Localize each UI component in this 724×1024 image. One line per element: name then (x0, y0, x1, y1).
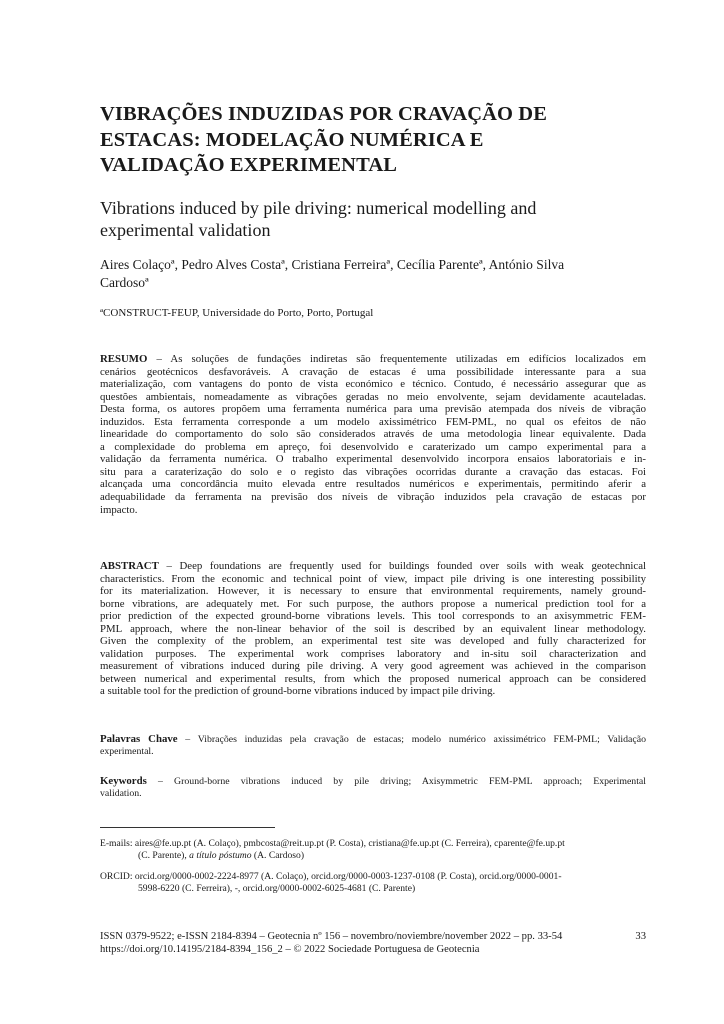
orcid-line-1: ORCID: orcid.org/0000-0002-2224-8977 (A. Colaço), orcid.org/0000-0003-1237-0108 (P. Costa), orcid.org/0000-0001- (100, 871, 562, 882)
paper-subtitle (100, 197, 640, 241)
footer-doi: https://doi.org/10.14195/2184-8394_156_2 – © 2022 Sociedade Portuguesa de Geotecnia (100, 944, 480, 955)
resumo-section (100, 353, 646, 516)
authors-line-2: Cardosoª (100, 275, 149, 290)
palavras-first-line: – Vibrações induzidas pela cravação de estacas; modelo numérico axissimétrico FEM-PML; Validação (177, 734, 646, 745)
abstract-line (100, 560, 646, 573)
resumo-line: impacto. (100, 503, 138, 516)
resumo-line: validação da ferramenta numérica. O trabalho experimental desenvolvido incorpora ensaios laboratoriais e in- (100, 453, 646, 466)
emails-line-2-a: (C. Parente), (138, 850, 190, 862)
title-line-3: VALIDAÇÃO EXPERIMENTAL (100, 154, 398, 176)
resumo-line: materialização, com vantagens do ponto de vista económico e técnico. Contudo, é necessário assegurar que as (100, 378, 646, 391)
subtitle-line-1: Vibrations induced by pile driving: numerical modelling and (100, 198, 537, 218)
abstract-line: PML approach, where the non-linear behavior of the soil is described by an equivalent linear methodology. (100, 622, 646, 635)
abstract-line: a suitable tool for the prediction of ground-borne vibrations induced by impact pile driving. (100, 685, 496, 698)
resumo-first-line: – As soluções de fundações indiretas são frequentemente utilizadas em edifícios localizados em (147, 353, 646, 365)
abstract-line: Given the complexity of the problem, an experimental test site was developed and fully characterized for (100, 635, 646, 648)
resumo-line: a complexidade do problema em apreço, foi desenvolvido e caraterizado um campo experimental para a (100, 440, 646, 453)
resumo-heading: RESUMO (100, 353, 148, 365)
affiliation: ªCONSTRUCT-FEUP, Universidade do Porto, Porto, Portugal (100, 307, 374, 319)
footer-issn: ISSN 0379-9522; e-ISSN 2184-8394 – Geotecnia nº 156 – novembro/noviembre/november 2022 – pp. 33-54 (100, 931, 563, 942)
footnote-orcid (100, 871, 645, 895)
emails-line-2-b: (A. Cardoso) (251, 850, 305, 862)
keywords-first-line: – Ground-borne vibrations induced by pile driving; Axisymmetric FEM-PML approach; Experimental (146, 776, 646, 787)
resumo-line: situ para a caraterização do solo e o registo das vibrações ocorridas durante a cravação das estacas. Foi (100, 465, 646, 478)
keywords-line (100, 775, 646, 788)
orcid-line-2: 5998-6220 (C. Ferreira), -, orcid.org/0000-0002-6025-4681 (C. Parente) (138, 883, 416, 895)
abstract-line: validation purposes. The experimental work comprises laboratory and in-situ soil characterization and (100, 647, 646, 660)
abstract-section (100, 560, 646, 698)
emails-posthumous: a título póstumo (189, 850, 252, 862)
journal-footer (100, 930, 646, 956)
resumo-line: Desta forma, os autores propõem uma ferramenta numérica para uma previsão atempada dos níveis de vibração (100, 403, 646, 416)
keywords-section (100, 775, 646, 800)
palavras-line (100, 733, 646, 746)
resumo-line: linearidade do comportamento do solo são considerados através de uma metodologia linear equivalente. Dada (100, 428, 646, 441)
abstract-heading: ABSTRACT (100, 560, 159, 572)
keywords-line: validation. (100, 787, 142, 799)
authors-line-1: Aires Colaçoª, Pedro Alves Costaª, Cristiana Ferreiraª, Cecília Parenteª, António Silva (100, 257, 565, 272)
footnote-emails (100, 838, 645, 862)
resumo-line: alcançada uma concordância muito elevada entre resultados numéricos e experimentais, permitindo aferir a (100, 478, 646, 491)
abstract-line: characteristics. From the economic and technical point of view, impact pile driving is one interesting possibility (100, 572, 646, 585)
title-line-2: ESTACAS: MODELAÇÃO NUMÉRICA E (100, 128, 484, 151)
emails-line-2 (100, 850, 645, 862)
author-list (100, 256, 645, 292)
abstract-line: for its materialization. However, it is necessary to ensure that environmental requirements, namely ground- (100, 585, 646, 598)
footnote-divider (100, 827, 275, 828)
abstract-line: prior prediction of the expected ground-borne vibrations levels. This tool corresponds to an axisymmetric FEM- (100, 610, 646, 623)
abstract-line: borne vibrations, are adequately met. For such purpose, the authors propose a numerical prediction tool for a (100, 597, 646, 610)
abstract-first-line: – Deep foundations are frequently used for buildings founded over soils with weak geotechnical (158, 560, 646, 572)
resumo-line: adequabilidade da ferramenta na previsão dos níveis de vibração induzidos pela cravação de estacas por (100, 491, 646, 504)
abstract-line: between numerical and experimental results, from which the proposed numerical approach can be considered (100, 672, 646, 685)
title-line-1: VIBRAÇÕES INDUZIDAS POR CRAVAÇÃO DE (100, 103, 547, 125)
page-number: 33 (635, 931, 646, 942)
emails-line-1: E-mails: aires@fe.up.pt (A. Colaço), pmbcosta@reit.up.pt (P. Costa), cristiana@fe.up.pt (C. Ferreira), cparente@fe.up.pt (100, 838, 565, 849)
subtitle-line-2: experimental validation (100, 220, 271, 240)
resumo-line: cenários geotécnicos desfavoráveis. A cravação de estacas é uma possibilidade interessante para a sua (100, 365, 646, 378)
resumo-line: questões ambientais, nomeadamente as vibrações geradas no meio envolvente, sejam devidamente acauteladas. (100, 390, 646, 403)
palavras-chave-section (100, 733, 646, 758)
paper-title (100, 102, 640, 179)
resumo-line (100, 353, 646, 366)
resumo-line: induzidos. Esta ferramenta corresponde a um modelo axissimétrico FEM-PML, no qual os efeitos de não (100, 415, 646, 428)
abstract-line: measurement of vibrations induced during pile driving. A very good agreement was achieved in the comparison (100, 660, 646, 673)
palavras-heading: Palavras Chave (100, 733, 178, 745)
keywords-heading: Keywords (100, 775, 147, 787)
palavras-line: experimental. (100, 745, 154, 757)
